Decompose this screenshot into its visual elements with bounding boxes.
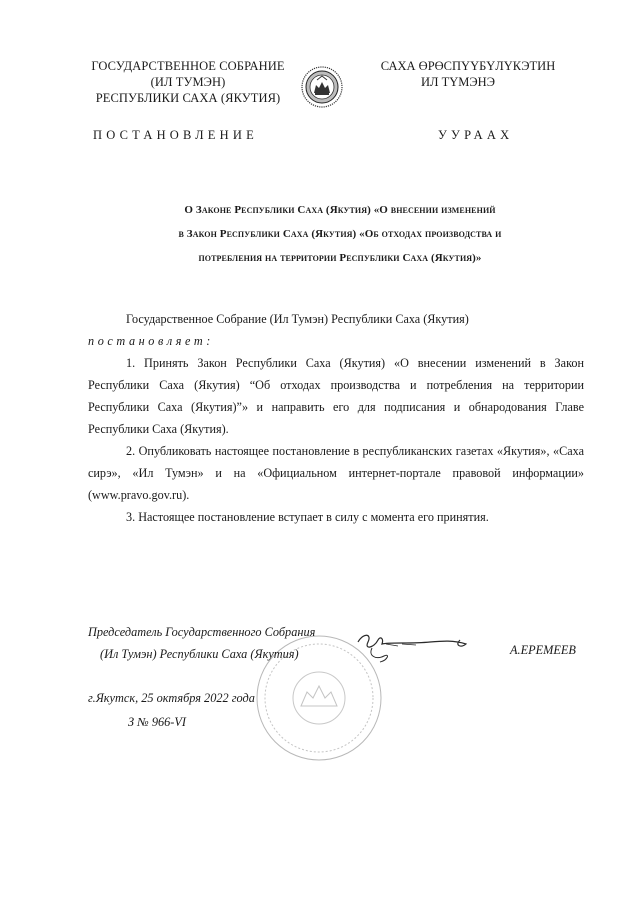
decree-word-text: постановляет:	[88, 334, 214, 348]
decree-word	[88, 330, 584, 352]
header-left-line2: (ИЛ ТУМЭН)	[150, 75, 226, 89]
position-line2: (Ил Тумэн) Республики Саха (Якутия)	[100, 647, 299, 661]
signatory-name: А.ЕРЕМЕЕВ	[510, 643, 576, 657]
position-line1: Председатель Государственного Собрания	[88, 625, 316, 639]
document-number: З № 966-VI	[128, 715, 186, 729]
item-2: 2. Опубликовать настоящее постановление в республиканских газетах «Якутия», «Саха сирэ», «Ил Тумэн» и на «Официальном интернет-портале правовой информации» (www.pravo.gov.ru).	[88, 444, 584, 502]
header-right-line2: ИЛ ТҮМЭНЭ	[421, 75, 495, 89]
document-body	[88, 308, 584, 528]
title-line3: потребления на территории Республики Саха (Якутия)»	[198, 252, 482, 264]
signatory-position	[88, 621, 315, 665]
title-line1: О Законе Республики Саха (Якутия) «О внесении изменений	[184, 204, 496, 216]
document-title	[110, 198, 570, 270]
republic-emblem-icon	[301, 66, 343, 108]
header-left-line3: РЕСПУБЛИКИ САХА (ЯКУТИЯ)	[95, 91, 281, 105]
doc-type-sakha: УУРААХ	[438, 128, 514, 142]
handwritten-signature-icon	[350, 622, 480, 668]
header-right-block	[378, 58, 558, 90]
preamble: Государственное Собрание (Ил Тумэн) Республики Саха (Якутия)	[126, 312, 469, 326]
item-3: 3. Настоящее постановление вступает в силу с момента его принятия.	[126, 510, 489, 524]
item-1: 1. Принять Закон Республики Саха (Якутия) «О внесении изменений в Закон Республики Саха (Якутия) “Об отходах производства и потребления на территории Республики Саха (Якутия)”» и направить его для подписания и обнародования Главе Республики Саха (Якутия).	[88, 356, 584, 436]
doc-type-ru: ПОСТАНОВЛЕНИЕ	[93, 128, 258, 142]
place-date-block	[88, 686, 255, 734]
title-line2: в Закон Республики Саха (Якутия) «Об отходах производства и	[178, 228, 502, 240]
header-right-line1: САХА ӨРӨСПҮҮБҮЛҮКЭТИН	[380, 59, 556, 73]
place-date: г.Якутск, 25 октября 2022 года	[88, 691, 255, 705]
header-left-line1: ГОСУДАРСТВЕННОЕ СОБРАНИЕ	[91, 59, 285, 73]
header-left-block	[88, 58, 288, 106]
